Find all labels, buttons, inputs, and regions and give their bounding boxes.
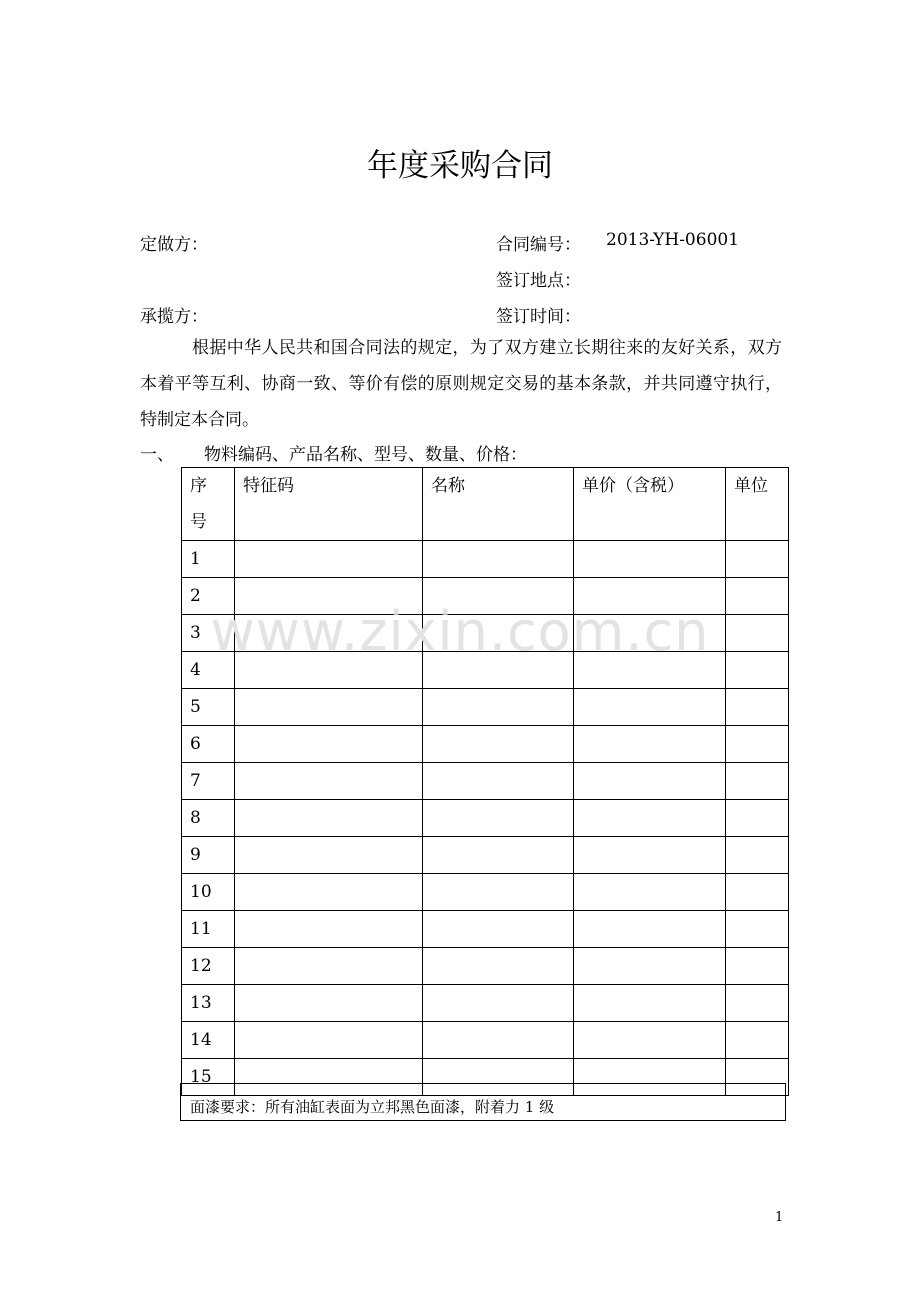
header-name: 名称 xyxy=(423,468,574,541)
row-seq-cell: 2 xyxy=(182,578,235,615)
table-row xyxy=(182,911,789,948)
table-row xyxy=(182,726,789,763)
row-seq-cell: 8 xyxy=(182,800,235,837)
table-row xyxy=(182,689,789,726)
row-price-cell xyxy=(574,837,726,874)
table-row xyxy=(182,874,789,911)
row-seq-cell: 1 xyxy=(182,541,235,578)
row-name-cell xyxy=(423,726,574,763)
row-price-cell xyxy=(574,726,726,763)
table-header-row xyxy=(182,468,789,541)
header-code: 特征码 xyxy=(235,468,423,541)
row-code-cell xyxy=(235,837,423,874)
row-code-cell xyxy=(235,1022,423,1059)
row-name-cell xyxy=(423,985,574,1022)
sign-time-label: 签订时间： xyxy=(496,307,581,327)
row-code-cell xyxy=(235,800,423,837)
row-seq-cell: 11 xyxy=(182,911,235,948)
row-code-cell xyxy=(235,985,423,1022)
table-row xyxy=(182,837,789,874)
row-price-cell xyxy=(574,763,726,800)
row-price-cell xyxy=(574,948,726,985)
row-seq-cell: 14 xyxy=(182,1022,235,1059)
party-b-label: 承揽方： xyxy=(140,307,208,327)
row-seq-cell: 9 xyxy=(182,837,235,874)
row-unit-cell xyxy=(726,985,789,1022)
row-name-cell xyxy=(423,837,574,874)
row-price-cell xyxy=(574,911,726,948)
document-title: 年度采购合同 xyxy=(367,148,553,184)
contract-no-value: 2013-YH-06001 xyxy=(606,230,740,250)
contract-no-label: 合同编号： xyxy=(496,235,581,255)
row-name-cell xyxy=(423,689,574,726)
row-code-cell xyxy=(235,541,423,578)
row-seq-cell: 15 xyxy=(182,1059,235,1096)
row-price-cell xyxy=(574,874,726,911)
row-unit-cell xyxy=(726,874,789,911)
party-a-label: 定做方： xyxy=(140,235,208,255)
row-unit-cell xyxy=(726,689,789,726)
row-name-cell xyxy=(423,948,574,985)
row-code-cell xyxy=(235,911,423,948)
row-name-cell xyxy=(423,800,574,837)
header-seq-line2: 号 xyxy=(190,512,207,532)
row-price-cell xyxy=(574,1022,726,1059)
row-unit-cell xyxy=(726,837,789,874)
section-heading: 物料编码、产品名称、型号、数量、价格： xyxy=(204,445,527,465)
header-seq-line1: 序 xyxy=(190,476,207,496)
table-row xyxy=(182,763,789,800)
row-unit-cell xyxy=(726,911,789,948)
row-unit-cell xyxy=(726,541,789,578)
row-name-cell xyxy=(423,1022,574,1059)
row-code-cell xyxy=(235,726,423,763)
row-name-cell xyxy=(423,911,574,948)
row-name-cell xyxy=(423,763,574,800)
row-seq-cell: 5 xyxy=(182,689,235,726)
row-seq-cell: 12 xyxy=(182,948,235,985)
table-row xyxy=(182,541,789,578)
table-row xyxy=(182,800,789,837)
row-price-cell xyxy=(574,689,726,726)
row-unit-cell xyxy=(726,948,789,985)
header-price: 单价（含税） xyxy=(574,468,726,541)
section-number: 一、 xyxy=(140,445,174,465)
table-row xyxy=(182,1022,789,1059)
row-price-cell xyxy=(574,541,726,578)
row-seq-cell: 13 xyxy=(182,985,235,1022)
table-row xyxy=(182,985,789,1022)
header-unit: 单位 xyxy=(726,468,789,541)
row-code-cell xyxy=(235,763,423,800)
sign-place-label: 签订地点： xyxy=(496,271,581,291)
row-unit-cell xyxy=(726,726,789,763)
row-unit-cell xyxy=(726,1022,789,1059)
row-code-cell xyxy=(235,948,423,985)
row-seq-cell: 4 xyxy=(182,652,235,689)
row-seq-cell: 10 xyxy=(182,874,235,911)
row-seq-cell: 6 xyxy=(182,726,235,763)
table-row xyxy=(182,948,789,985)
intro-paragraph: 根据中华人民共和国合同法的规定，为了双方建立长期往来的友好关系，双方本着平等互利、协商一致、等价有偿的原则规定交易的基本条款，并共同遵守执行，特制定本合同。 xyxy=(140,338,782,430)
page-number: 1 xyxy=(775,1210,784,1225)
watermark: www.zixin.com.cn xyxy=(210,600,710,663)
row-seq-cell: 7 xyxy=(182,763,235,800)
row-code-cell xyxy=(235,874,423,911)
items-table xyxy=(181,467,789,1096)
row-seq-cell: 3 xyxy=(182,615,235,652)
row-code-cell xyxy=(235,689,423,726)
row-price-cell xyxy=(574,800,726,837)
row-price-cell xyxy=(574,985,726,1022)
row-unit-cell xyxy=(726,800,789,837)
coating-requirement-note: 面漆要求：所有油缸表面为立邦黑色面漆，附着力 1 级 xyxy=(180,1083,786,1121)
row-name-cell xyxy=(423,874,574,911)
header-seq xyxy=(182,468,235,541)
row-unit-cell xyxy=(726,763,789,800)
row-name-cell xyxy=(423,541,574,578)
